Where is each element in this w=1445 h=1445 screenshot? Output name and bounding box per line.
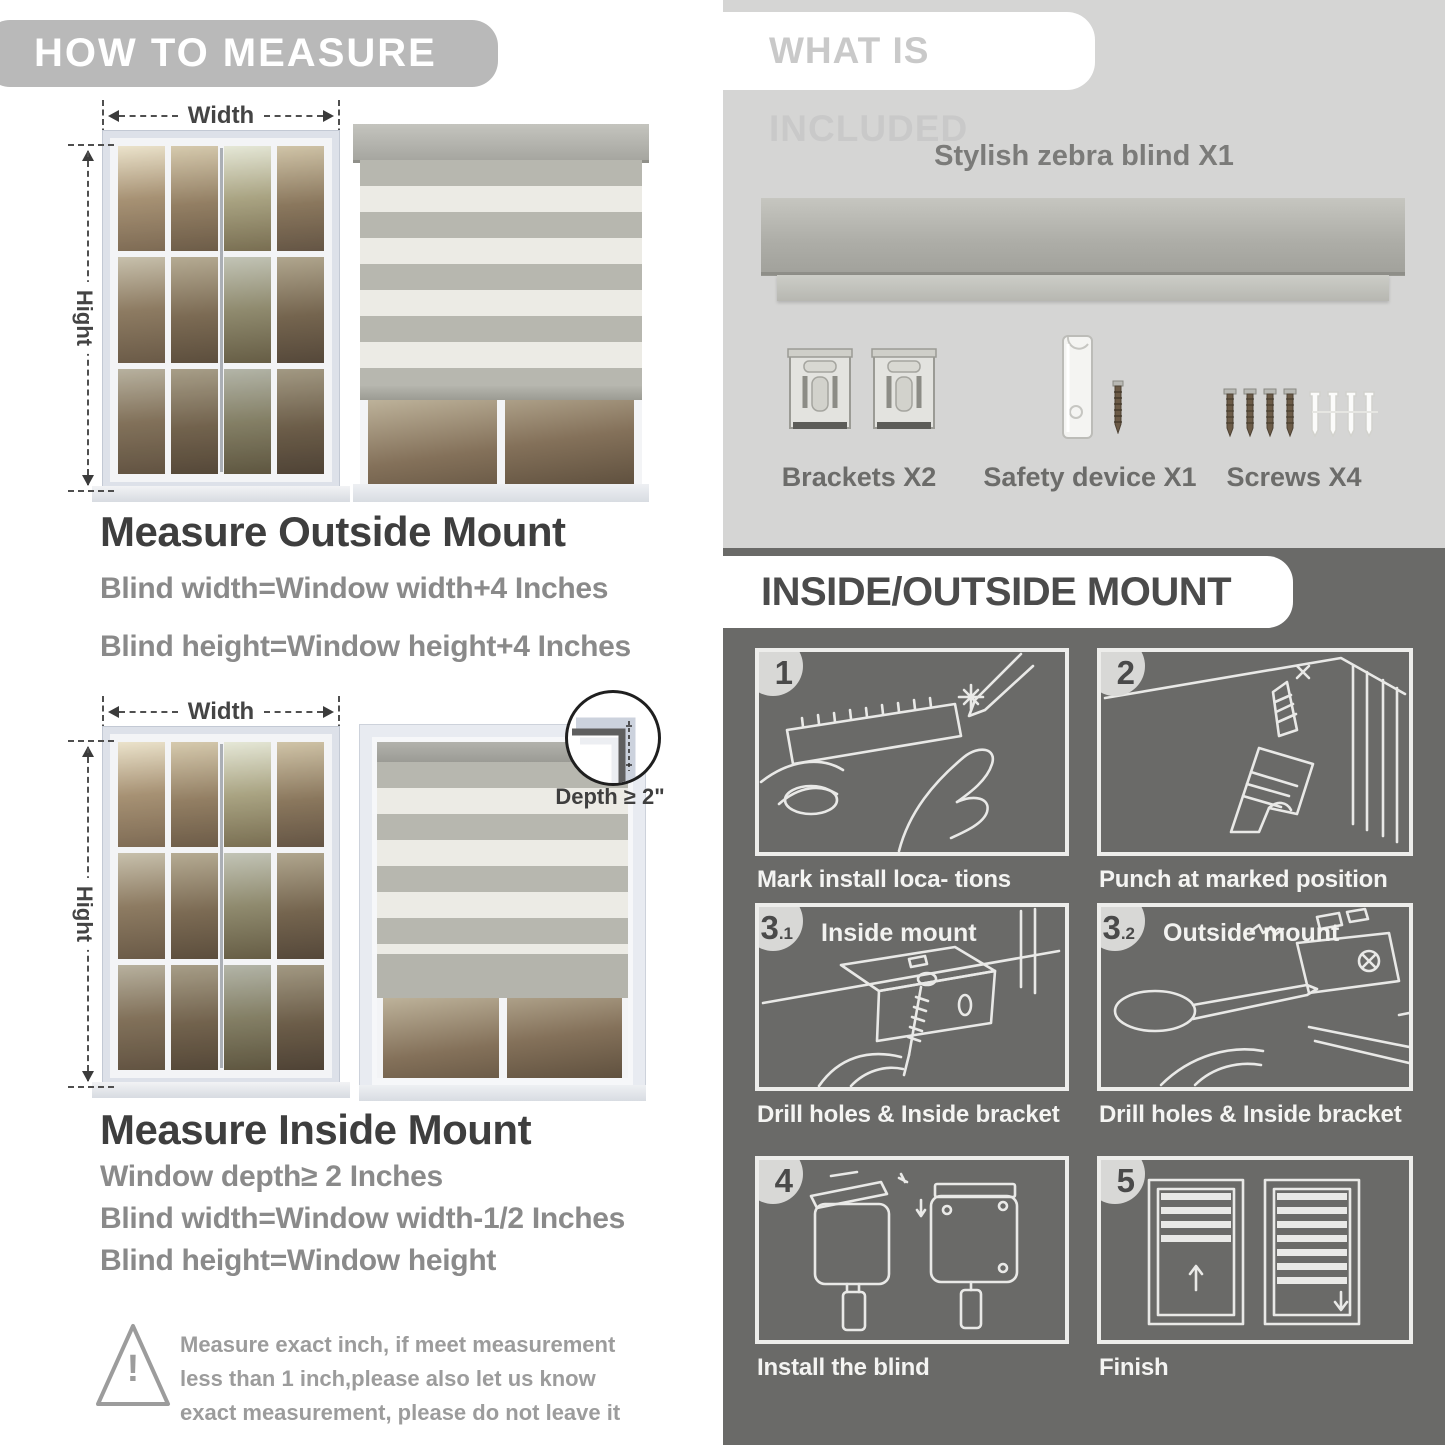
how-to-measure-header: HOW TO MEASURE <box>0 20 498 87</box>
bracket-icon <box>787 344 853 438</box>
outside-mount-line-2: Blind height=Window height+4 Inches <box>100 630 631 663</box>
height-label: Hight <box>71 878 97 950</box>
step-title: Inside mount <box>821 919 977 947</box>
step-caption-1: Mark install loca- tions <box>757 866 1011 893</box>
headrail-underside <box>777 275 1389 301</box>
outside-mount-title: Measure Outside Mount <box>100 508 566 555</box>
step-panel-2 <box>1097 648 1413 856</box>
brackets-label: Brackets X2 <box>781 462 937 492</box>
install-blind-illustration <box>759 1160 1065 1340</box>
blind-bottom-rail <box>360 386 642 400</box>
width-label: Width <box>187 102 255 129</box>
finish-illustration <box>1101 1160 1409 1340</box>
inset-depth-detail <box>565 690 661 786</box>
window-sill <box>92 1082 350 1098</box>
inside-mount-line-2: Blind width=Window width-1/2 Inches <box>100 1202 626 1235</box>
drill-illustration <box>1101 652 1409 852</box>
step-badge: 4 <box>755 1156 803 1204</box>
inside-mount-title: Measure Inside Mount <box>100 1106 532 1153</box>
step-panel-5 <box>1097 1156 1413 1344</box>
inside-mount-line-1: Window depth≥ 2 Inches <box>100 1160 443 1193</box>
blind-stripes <box>360 160 642 386</box>
window-sill <box>353 484 649 502</box>
window-illustration <box>102 726 340 1086</box>
right-column <box>723 0 1445 1445</box>
step-badge: 2 <box>1097 648 1145 696</box>
step-caption-3-2: Drill holes & Inside bracket <box>1099 1101 1402 1128</box>
mount-guide-section <box>723 548 1445 1445</box>
step-badge: 3 .2 <box>1097 903 1145 951</box>
blind-item-label: Stylish zebra blind X1 <box>934 140 1234 172</box>
step-caption-2: Punch at marked position <box>1099 866 1388 893</box>
window-lower-view <box>360 400 642 484</box>
arrow-left-icon <box>102 706 119 718</box>
height-arrow <box>72 742 98 1086</box>
step-caption-5: Finish <box>1099 1354 1169 1381</box>
warning-text: Measure exact inch, if meet measurement less than 1 inch,please also let us know exact measurement, please do not leave it <box>180 1332 621 1425</box>
bracket-icon <box>871 344 937 438</box>
step-caption-4: Install the blind <box>757 1354 930 1381</box>
safety-device-label: Safety device X1 <box>983 462 1197 492</box>
screws-label: Screws X4 <box>1226 462 1362 492</box>
mark-locations-illustration <box>759 652 1065 852</box>
corner-depth-icon <box>568 693 658 783</box>
depth-label: Depth ≥ 2" <box>555 784 665 809</box>
window-illustration <box>102 130 340 490</box>
step-panel-4 <box>755 1156 1069 1344</box>
window-sill <box>359 1085 646 1101</box>
safety-device-icon <box>1061 334 1095 440</box>
warning-exclamation: ! <box>126 1348 140 1390</box>
width-arrow <box>102 698 340 725</box>
inside-mount-line-3: Blind height=Window height <box>100 1244 497 1277</box>
what-is-included-header: WHAT IS INCLUDED <box>723 12 1095 90</box>
height-label: Hight <box>71 282 97 354</box>
step-badge: 5 <box>1097 1156 1145 1204</box>
blind-headrail <box>353 124 649 163</box>
headrail-illustration <box>761 198 1405 275</box>
arrow-left-icon <box>102 110 119 122</box>
zebra-blind-illustration <box>360 124 642 502</box>
step-panel-3-1 <box>755 903 1069 1091</box>
step-badge: 1 <box>755 648 803 696</box>
blind-lower-panel <box>377 954 628 998</box>
step-title: Outside mount <box>1163 919 1340 947</box>
screws-icon <box>1223 388 1299 438</box>
what-is-included-section <box>723 0 1445 548</box>
step-panel-1 <box>755 648 1069 856</box>
step-panel-3-2 <box>1097 903 1413 1091</box>
window-lower-view <box>377 998 628 1078</box>
step-caption-3-1: Drill holes & Inside bracket <box>757 1101 1060 1128</box>
window-sill <box>92 486 350 502</box>
step-badge: 3 .1 <box>755 903 803 951</box>
wall-anchors-icon <box>1307 390 1381 438</box>
width-arrow <box>102 102 340 129</box>
outside-mount-line-1: Blind width=Window width+4 Inches <box>100 572 609 605</box>
width-label: Width <box>187 698 255 725</box>
screw-icon <box>1111 380 1125 434</box>
height-arrow <box>72 146 98 490</box>
mount-guide-header: INSIDE/OUTSIDE MOUNT <box>723 556 1293 628</box>
